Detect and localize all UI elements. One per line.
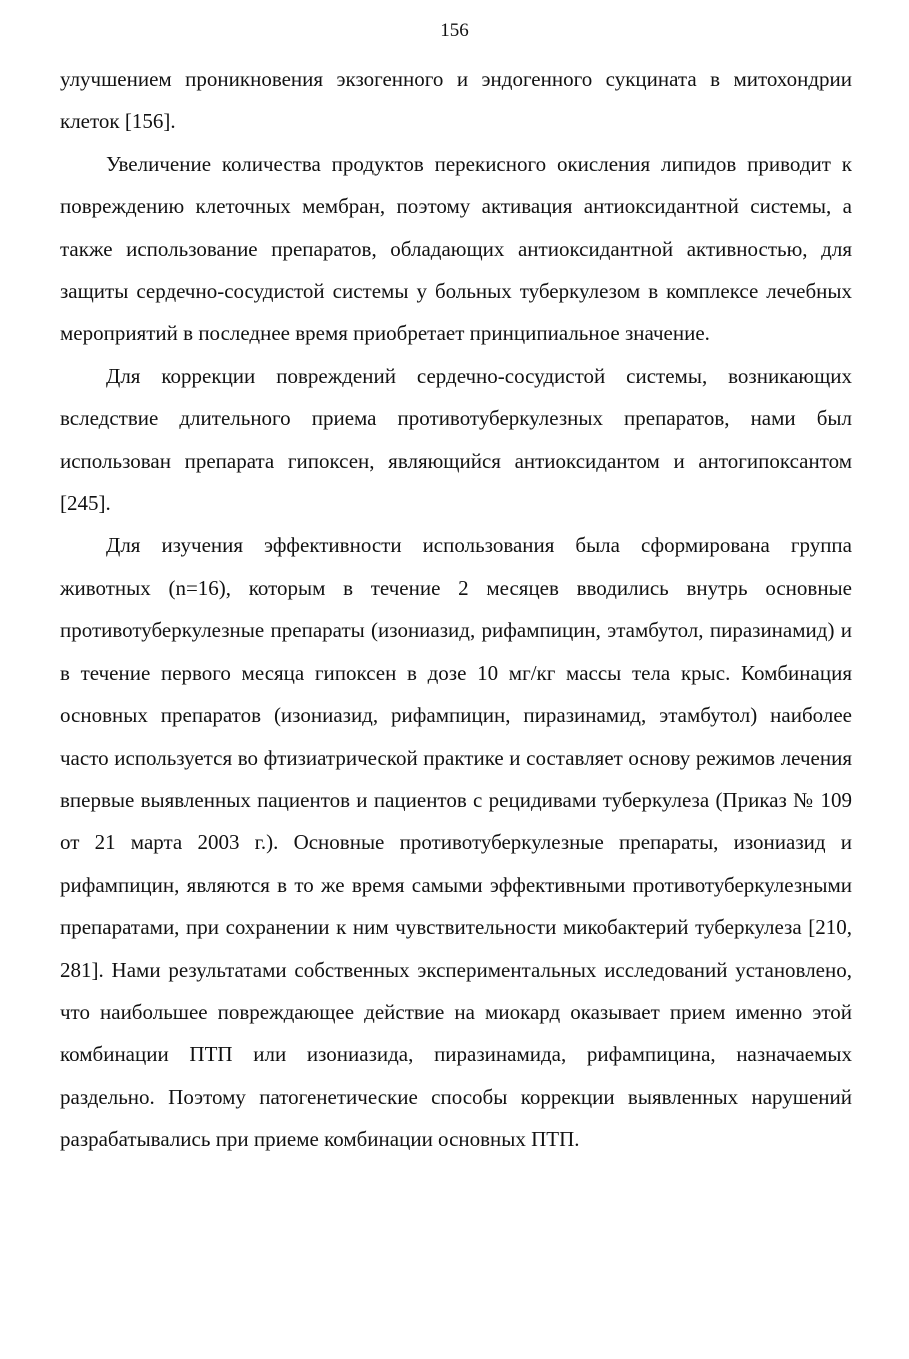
paragraph-antioxidant-system: Увеличение количества продуктов перекисного окисления липидов приводит к повреждению клеточных мембран, поэтому активация антиоксидантной системы, а также использование препаратов, обладающих антиоксидантной активностью, для защиты сердечно-сосудистой системы у больных туберкулезом в комплексе лечебных мероприятий в последнее время приобретает принципиальное значение. [60,151,852,346]
paragraph-hypoxen-correction: Для коррекции повреждений сердечно-сосудистой системы, возникающих вследствие длительного приема противотуберкулезных препаратов, нами был использован препарата гипоксен, являющийся антиоксидантом и антогипоксантом [245]. [60,363,852,516]
document-body [60,58,852,1161]
paragraph-experiment-design: Для изучения эффективности использования была сформирована группа животных (n=16), которым в течение 2 месяцев вводились внутрь основные противотуберкулезные препараты (изониазид, рифампицин, этамбутол, пиразинамид) и в течение первого месяца гипоксен в дозе 10 мг/кг массы тела крыс. Комбинация основных препаратов (изониазид, рифампицин, пиразинамид, этамбутол) наиболее часто используется во фтизиатрической практике и составляет основу режимов лечения впервые выявленных пациентов и пациентов с рецидивами туберкулеза (Приказ № 109 от 21 марта 2003 г.). Основные противотуберкулезные препараты, изониазид и рифампицин, являются в то же время самыми эффективными противотуберкулезными препаратами, при сохранении к ним чувствительности микобактерий туберкулеза [210, 281]. Нами результатами собственных экспериментальных исследований установлено, что наибольшее повреждающее действие на миокард оказывает прием именно этой комбинации ПТП или изониазида, пиразинамида, рифампицина, назначаемых раздельно. Поэтому патогенетические способы коррекции выявленных нарушений разрабатывались при приеме комбинации основных ПТП. [60,533,852,1152]
page-number: 156 [440,20,469,41]
paragraph-continuation: улучшением проникновения экзогенного и эндогенного сукцината в митохондрии клеток [156]. [60,67,852,134]
